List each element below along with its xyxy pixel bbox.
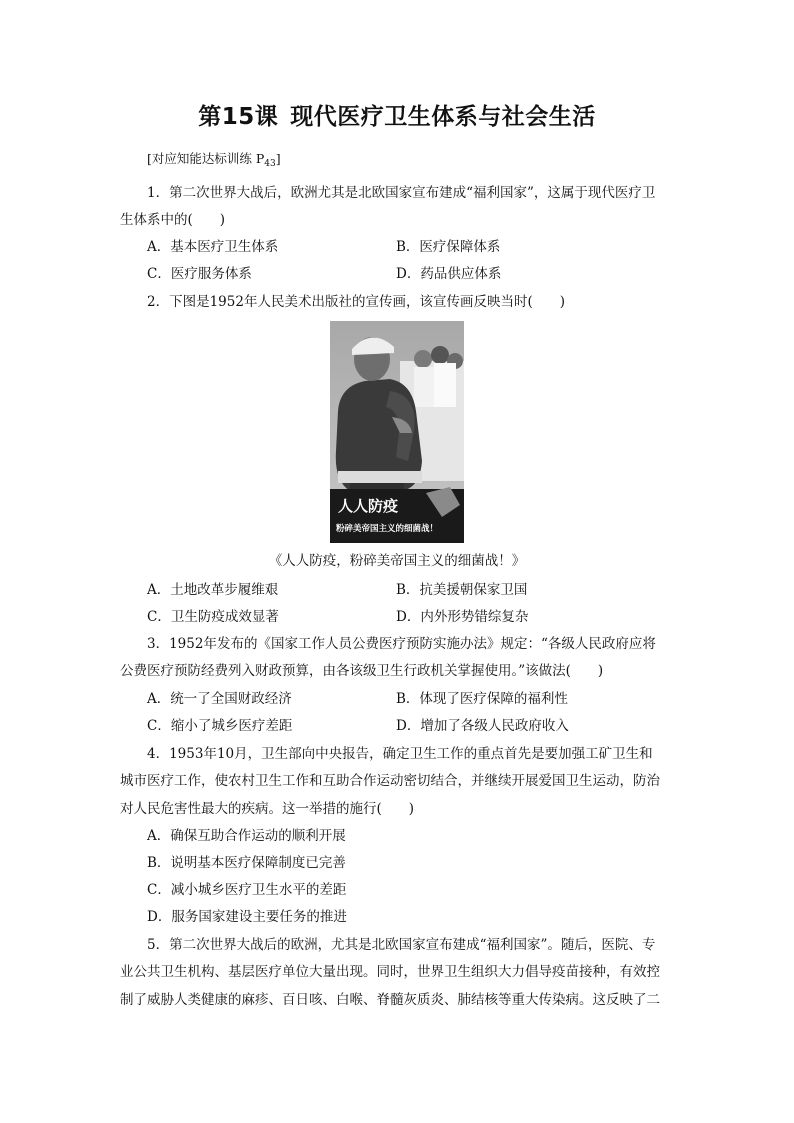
q3-option-d: D．增加了各级人民政府收入 (396, 718, 569, 734)
q3-option-a: A．统一了全国财政经济 (147, 691, 292, 707)
lesson-name: 现代医疗卫生体系与社会生活 (290, 104, 596, 130)
q3-option-b: B．体现了医疗保障的福利性 (396, 691, 568, 707)
lesson-number: 第15课 (198, 104, 279, 130)
q5-stem-line2: 业公共卫生机构、基层医疗单位大量出现。同时，世界卫生组织大力倡导疫苗接种，有效控 (120, 964, 660, 980)
poster-text-slogan: 粉碎美帝国主义的细菌战！ (336, 524, 439, 534)
q4-option-a: A．确保互助合作运动的顺利开展 (147, 828, 346, 844)
q4-option-b: B．说明基本医疗保障制度已完善 (147, 855, 346, 871)
poster-illustration (330, 321, 464, 543)
poster-text-main: 人人防疫 (338, 497, 399, 515)
q2-option-a: A．土地改革步履维艰 (147, 582, 279, 598)
q1-stem-line1: 1．第二次世界大战后，欧洲尤其是北欧国家宣布建成“福利国家”，这属于现代医疗卫 (147, 185, 656, 201)
reference-note: [对应知能达标训练 $P_{43}$] (147, 151, 281, 169)
q2-option-d: D．内外形势错综复杂 (396, 609, 529, 625)
page-title (0, 98, 794, 131)
q4-stem-line1: 4．1953年10月，卫生部向中央报告，确定卫生工作的重点首先是要加强工矿卫生和 (147, 746, 653, 762)
q1-stem-line2: 生体系中的( ) (120, 212, 226, 228)
q1-option-a: A．基本医疗卫生体系 (147, 239, 279, 255)
q3-stem-line1: 3．1952年发布的《国家工作人员公费医疗预防实施办法》规定：“各级人民政府应将 (147, 636, 656, 652)
q1-option-b: B．医疗保障体系 (396, 239, 501, 255)
q2-stem-line1: 2．下图是1952年人民美术出版社的宣传画，该宣传画反映当时( ) (147, 294, 565, 310)
q4-option-d: D．服务国家建设主要任务的推进 (147, 909, 347, 925)
q5-stem-line3: 制了威胁人类健康的麻疹、百日咳、白喉、脊髓灰质炎、肺结核等重大传染病。这反映了二 (120, 992, 660, 1008)
q5-stem-line1: 5．第二次世界大战后的欧洲，尤其是北欧国家宣布建成“福利国家”。随后，医院、专 (147, 937, 656, 953)
poster-caption: 《人人防疫，粉碎美帝国主义的细菌战！》 (268, 553, 526, 569)
q3-option-c: C．缩小了城乡医疗差距 (147, 718, 293, 734)
q4-stem-line3: 对人民危害性最大的疾病。这一举措的施行( ) (120, 801, 415, 817)
q4-stem-line2: 城市医疗工作，使农村卫生工作和互助合作运动密切结合，并继续开展爱国卫生运动，防治 (120, 773, 660, 789)
q2-option-b: B．抗美援朝保家卫国 (396, 582, 528, 598)
q4-option-c: C．减小城乡医疗卫生水平的差距 (147, 882, 347, 898)
q1-option-d: D．药品供应体系 (396, 266, 502, 282)
propaganda-poster-image (330, 321, 464, 543)
q2-option-c: C．卫生防疫成效显著 (147, 609, 279, 625)
q3-stem-line2: 公费医疗预防经费列入财政预算，由各该级卫生行政机关掌握使用。”该做法( ) (120, 663, 604, 679)
q1-option-c: C．医疗服务体系 (147, 266, 252, 282)
